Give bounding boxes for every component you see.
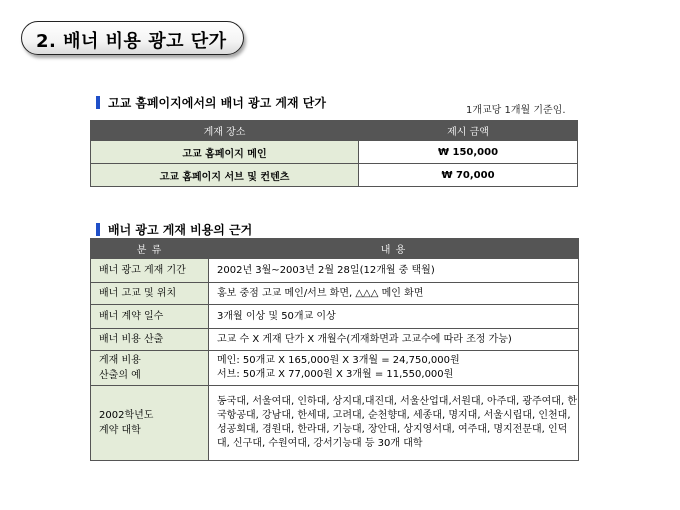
row-value: 3개월 이상 및 50개교 이상 [209,305,579,329]
banner-price-table [90,120,578,187]
column-header-place: 게재 장소 [91,121,359,141]
page-title: 2. 배너 비용 광고 단가 [36,31,227,52]
cost-basis-table [90,238,579,461]
column-header-price: 제시 금액 [359,121,578,141]
section2-heading-text: 배너 광고 게재 비용의 근거 [108,223,253,237]
place-cell: 고교 홈페이지 메인 [91,141,359,164]
section1-heading [96,94,326,111]
table-row [91,351,579,386]
table-row [91,283,579,305]
row-label: 배너 계약 일수 [91,305,209,329]
row-value: 고교 수 X 게재 단가 X 개월수(게재화면과 고교수에 따라 조정 가능) [209,329,579,351]
price-cell: ₩ 70,000 [359,164,578,187]
section1-heading-text: 고교 홈페이지에서의 배너 광고 게재 단가 [108,96,326,110]
column-header-content: 내 용 [209,239,579,259]
row-label [91,351,209,386]
row-label-line2: 산출의 예 [99,370,141,381]
row-value-line2: 서브: 50개교 X 77,000원 X 3개월 = 11,550,000원 [217,369,454,380]
table-row [91,141,578,164]
row-label: 배너 비용 산출 [91,329,209,351]
row-value-line1: 메인: 50개교 X 165,000원 X 3개월 = 24,750,000원 [217,355,460,366]
row-label: 배너 고교 및 위치 [91,283,209,305]
row-value [209,351,579,386]
place-cell: 고교 홈페이지 서브 및 컨텐츠 [91,164,359,187]
table-row [91,259,579,283]
column-header-category: 분 류 [91,239,209,259]
row-label-line2: 계약 대학 [99,425,141,436]
section-bullet-icon [96,223,100,236]
row-label-line1: 2002학년도 [99,410,154,421]
table-row [91,164,578,187]
row-label-line1: 게재 비용 [99,355,141,366]
row-label [91,386,209,461]
contracted-universities: 동국대, 서울여대, 인하대, 상지대,대진대, 서울산업대,서원대, 아주대, 광주여대, 한국항공대, 강남대, 한세대, 고려대, 순천향대, 세종대, 명지대, 서울시립대, 인천대, 성공회대, 경원대, 한라대, 기능대, 장안대, 상지영서대, 여주대, 명지전문대, 인덕대, 신구대, 수원여대, 강서기능대 등 30개 대학 [209,386,579,461]
row-value: 홍보 중점 고교 메인/서브 화면, △△△ 메인 화면 [209,283,579,305]
price-basis-note: 1개교당 1개월 기준임. [466,105,566,116]
section-bullet-icon [96,96,100,109]
table-row [91,386,579,461]
section2-heading [96,221,252,238]
row-label: 배너 광고 게재 기간 [91,259,209,283]
table-header-row [91,121,578,141]
price-cell: ₩ 150,000 [359,141,578,164]
table-row [91,329,579,351]
table-row [91,305,579,329]
table-header-row [91,239,579,259]
row-value: 2002년 3월~2003년 2월 28일(12개월 중 택월) [209,259,579,283]
